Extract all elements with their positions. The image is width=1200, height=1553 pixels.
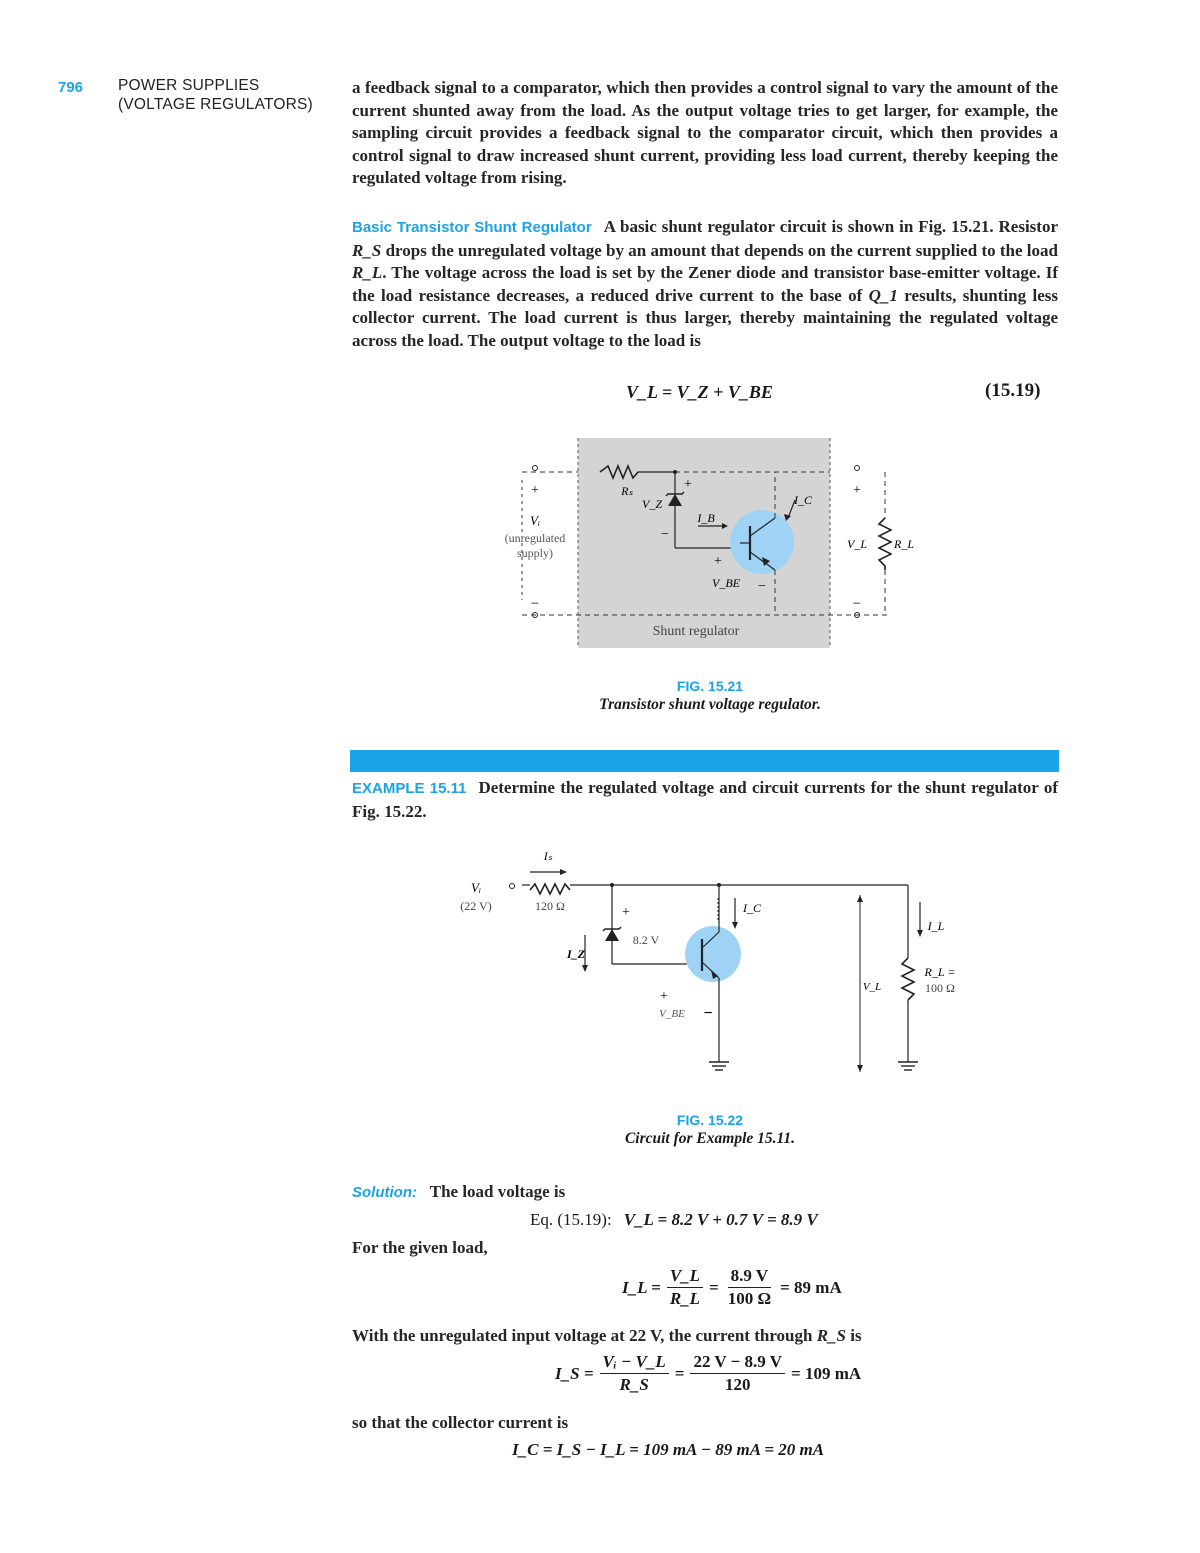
- is-frac-2: [690, 1352, 785, 1395]
- equation-number: (15.19): [985, 380, 1041, 401]
- example-header-bar: [350, 750, 1059, 772]
- is-lhs: I_S =: [555, 1363, 594, 1383]
- fig21-z-plus: +: [684, 477, 692, 492]
- transistor-q1-symbol: [730, 510, 794, 574]
- fig22-vi: Vᵢ: [471, 880, 481, 895]
- fig22-zener-plus: +: [622, 905, 630, 920]
- fig21-vbe-minus: −: [758, 579, 766, 594]
- runin-heading: Basic Transistor Shunt Regulator: [352, 219, 592, 236]
- eq1-expression: V_L = 8.2 V + 0.7 V = 8.9 V: [623, 1210, 818, 1229]
- ic-expression: I_C = I_S − I_L = 109 mA − 89 mA = 20 mA: [512, 1440, 825, 1459]
- page-number: 796: [58, 79, 84, 96]
- equation-15-19: V_L = V_Z + V_BE: [626, 382, 773, 402]
- fig21-ib: I_B: [697, 511, 715, 525]
- solution-eq1: [530, 1210, 818, 1230]
- fig22-iz: I_Z: [567, 947, 585, 961]
- is-den2: 120: [724, 1375, 751, 1394]
- para-part-d: results, shunting less collector current. The load current is thus larger, thereby maintaining the regulated voltage across the load. The output voltage to the load is: [352, 285, 1058, 350]
- para-part-b: drops the unregulated voltage by an amount that depends on the current supplied to the load: [381, 240, 1058, 260]
- fig22-zener-value: 8.2 V: [632, 933, 660, 947]
- il-frac-2: [725, 1266, 774, 1309]
- fig21-supply: supply): [517, 546, 553, 560]
- fig22-ic: I_C: [743, 901, 761, 915]
- solution-is-eq: I_S = $\frac{\text{Vᵢ − V\_L}}{R\_S}$ = $\frac{22 V - 8.9 V}{120}$ = 109 mA: [555, 1352, 862, 1394]
- solution-il-eq: I_L = $\frac{V\_L}{R\_L}$ = $\frac{8.9 V}{100 \Omega}$ = 89 mA: [622, 1266, 842, 1308]
- is-frac-1: [600, 1352, 669, 1395]
- il-den: R_L: [669, 1289, 701, 1308]
- fig21-vi: Vᵢ: [530, 513, 540, 528]
- example-15-11-text: [352, 777, 1058, 823]
- fig21-plus-in: +: [531, 483, 539, 498]
- fig22-rs-value: 120 Ω: [535, 899, 565, 913]
- paragraph-intro: a feedback signal to a comparator, which then provides a control signal to vary the amount of the current shunted away from the load. As the output voltage tries to get larger, for example, the sampling circuit provides a feedback signal to the comparator circuit, which then provides a control signal to draw increased shunt current, providing less load current, thereby keeping the regulated voltage from rising.: [352, 78, 1058, 188]
- solution-intro: [352, 1181, 1052, 1205]
- il-result: = 89 mA: [780, 1277, 842, 1297]
- with-text-b: is: [846, 1326, 862, 1345]
- chapter-line-1: POWER SUPPLIES: [118, 77, 260, 94]
- fig21-plus-out: +: [853, 483, 861, 498]
- is-num2: 22 V − 8.9 V: [690, 1352, 785, 1374]
- fig21-minus-out: −: [852, 596, 862, 612]
- fig21-shunt-label: Shunt regulator: [652, 624, 740, 639]
- with-text-a: With the unregulated input voltage at 22 V, the current through: [352, 1326, 817, 1345]
- sym-rs: R_S: [352, 240, 382, 260]
- il-num2: 8.9 V: [728, 1266, 771, 1288]
- fig22-rl: R_L =: [924, 965, 956, 979]
- fig22-vbe-plus: +: [660, 989, 668, 1004]
- fig22-is: Iₛ: [543, 849, 553, 863]
- fig22-vl: V_L: [862, 981, 882, 993]
- sym-rl: R_L: [352, 263, 383, 283]
- fig22-il: I_L: [927, 919, 945, 933]
- fig21-rl: R_L: [893, 537, 915, 551]
- solution-ic-eq: [512, 1440, 824, 1460]
- fig21-ic: I_C: [794, 493, 812, 507]
- para-part-a: A basic shunt regulator circuit is shown in Fig. 15.21. Resistor: [603, 217, 1059, 236]
- chapter-line-2: (VOLTAGE REGULATORS): [118, 96, 313, 113]
- fig21-vl: V_L: [846, 537, 868, 551]
- zener-8-2v-symbol: [605, 929, 619, 941]
- chapter-header: [118, 76, 313, 114]
- para-part-c: . The voltage across the load is set by the Zener diode and transistor base-emitter voltage. If the load resistance decreases, a reduced drive current to the base of: [352, 263, 1058, 305]
- fig22-vbe: V_BE: [659, 1008, 685, 1020]
- fig-15-22-title: FIG. 15.22: [676, 1112, 744, 1128]
- solution-label: Solution:: [352, 1184, 417, 1201]
- fig21-unregulated: (unregulated: [504, 531, 566, 545]
- il-frac-1: [667, 1266, 703, 1309]
- fig-15-21-caption: Transistor shunt voltage regulator.: [599, 696, 821, 713]
- resistor-rl-symbol: [879, 518, 891, 570]
- unregulated-input-text: [352, 1325, 1052, 1348]
- fig-15-21-title: FIG. 15.21: [676, 678, 744, 694]
- figure-15-21-diagram: [500, 430, 920, 655]
- fig-15-22-caption: Circuit for Example 15.11.: [624, 1130, 796, 1147]
- resistor-rl-100-symbol: [902, 958, 914, 1000]
- fig21-vbe: V_BE: [712, 576, 740, 590]
- is-result: = 109 mA: [791, 1363, 862, 1383]
- eq1-ref: Eq. (15.19):: [530, 1210, 612, 1229]
- fig22-rl-value: 100 Ω: [925, 981, 955, 995]
- sym-q1: Q_1: [868, 285, 898, 305]
- example-label: EXAMPLE 15.11: [352, 780, 467, 797]
- il-num: V_L: [667, 1266, 703, 1288]
- fig21-rs: Rₛ: [621, 484, 633, 498]
- so-text: so that the collector current is: [352, 1413, 569, 1432]
- fig22-vi-value: (22 V): [460, 899, 492, 913]
- solution-intro-text: The load voltage is: [429, 1182, 566, 1201]
- example-statement: Determine the regulated voltage and circuit currents for the shunt regulator of Fig. 15.22.: [352, 778, 1058, 821]
- figure-15-22-diagram: [440, 840, 960, 1090]
- given-load-text: For the given load,: [352, 1238, 488, 1257]
- fig21-z-minus: −: [661, 527, 669, 542]
- fig21-minus-in: −: [530, 596, 540, 612]
- il-lhs: I_L =: [622, 1277, 661, 1297]
- is-den: R_S: [619, 1375, 649, 1394]
- fig22-vbe-minus: −: [703, 1005, 713, 1022]
- with-text-sym: R_S: [816, 1326, 847, 1345]
- fig21-vz: V_Z: [641, 497, 663, 511]
- resistor-120-symbol: [530, 884, 570, 894]
- fig21-vbe-plus: +: [714, 554, 722, 569]
- il-den2: 100 Ω: [727, 1289, 772, 1308]
- paragraph-shunt-regulator: [352, 216, 1058, 353]
- is-num: Vᵢ − V_L: [600, 1352, 669, 1374]
